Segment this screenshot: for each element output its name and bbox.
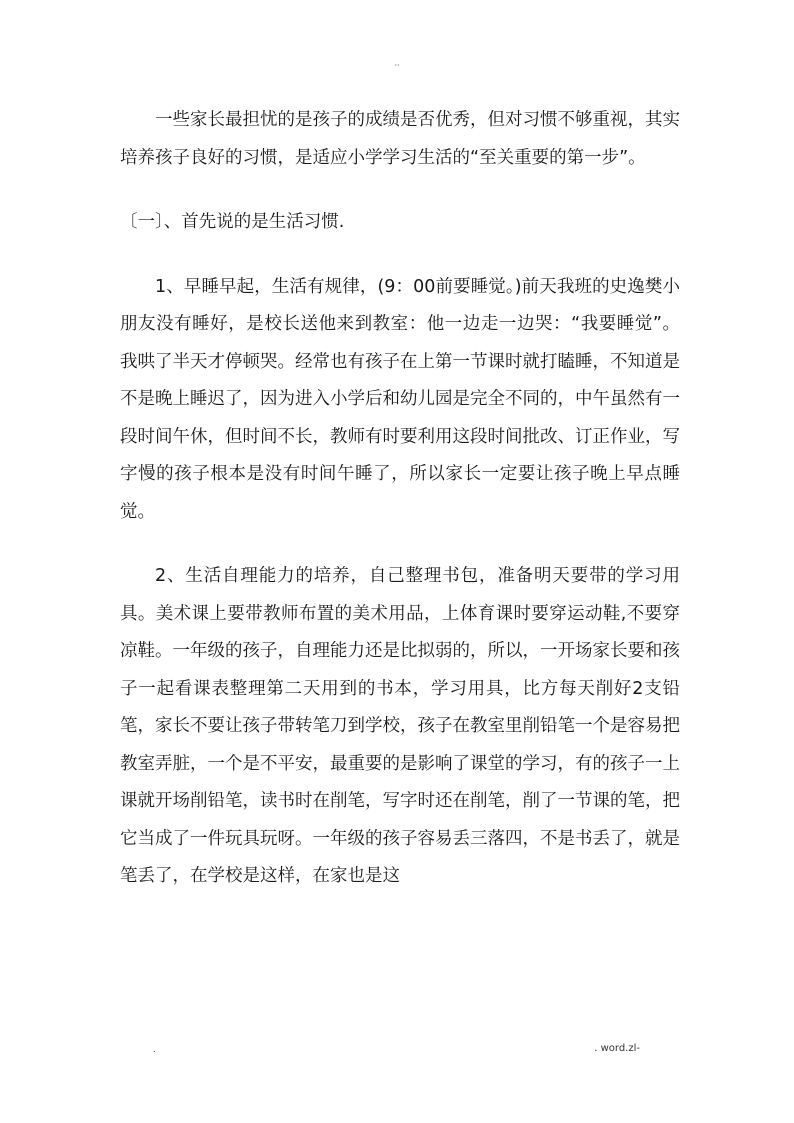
paragraph-gap bbox=[120, 242, 680, 269]
paragraph-gap bbox=[120, 531, 680, 558]
section-heading: 〔一〕、首先说的是生活习惯. bbox=[120, 212, 345, 232]
paragraph-intro: 一些家长最担忧的是孩子的成绩是否优秀，但对习惯不够重视，其实培养孩子良好的习惯，是适应小学学习生活的“至关重要的第一步”。 bbox=[120, 110, 680, 168]
footer-left-mark: . bbox=[153, 1045, 156, 1054]
paragraph-gap bbox=[120, 177, 680, 204]
paragraph-self-care: 2、生活自理能力的培养，自己整理书包，准备明天要带的学习用具。美术课上要带教师布置的美术用品，上体育课时要穿运动鞋,不要穿凉鞋。一年级的孩子，自理能力还是比拟弱的，所以，一开场家长要和孩子一起看课表整理第二天用到的书本，学习用具，比方每天削好2支铅笔，家长不要让孩子带转笔刀到学校，孩子在教室里削铅笔一个是容易把教室弄脏，一个是不平安，最重要的是影响了课堂的学习，有的孩子一上课就开场削铅笔，读书时在削笔，写字时还在削笔，削了一节课的笔，把它当成了一件玩具玩呀。一年级的孩子容易丢三落四，不是书丢了，就是笔丢了，在学校是这样，在家也是这 bbox=[120, 566, 680, 886]
document-body bbox=[120, 102, 680, 896]
paragraph-sleep-habit: 1、早睡早起，生活有规律，(9：00前要睡觉。)前天我班的史逸樊小朋友没有睡好，是校长送他来到教室：他一边走一边哭：“我要睡觉”。我哄了半天才停顿哭。经常也有孩子在上第一节课时就打瞌睡，不知道是不是晚上睡迟了，因为进入小学后和幼儿园是完全不同的，中午虽然有一段时间午休，但时间不长，教师有时要利用这段时间批改、订正作业，写字慢的孩子根本是没有时间午睡了，所以家长一定要让孩子晚上早点睡觉。 bbox=[120, 276, 680, 522]
footer-right-mark: . word.zl- bbox=[594, 1043, 640, 1054]
header-mark: ·· bbox=[394, 61, 400, 70]
